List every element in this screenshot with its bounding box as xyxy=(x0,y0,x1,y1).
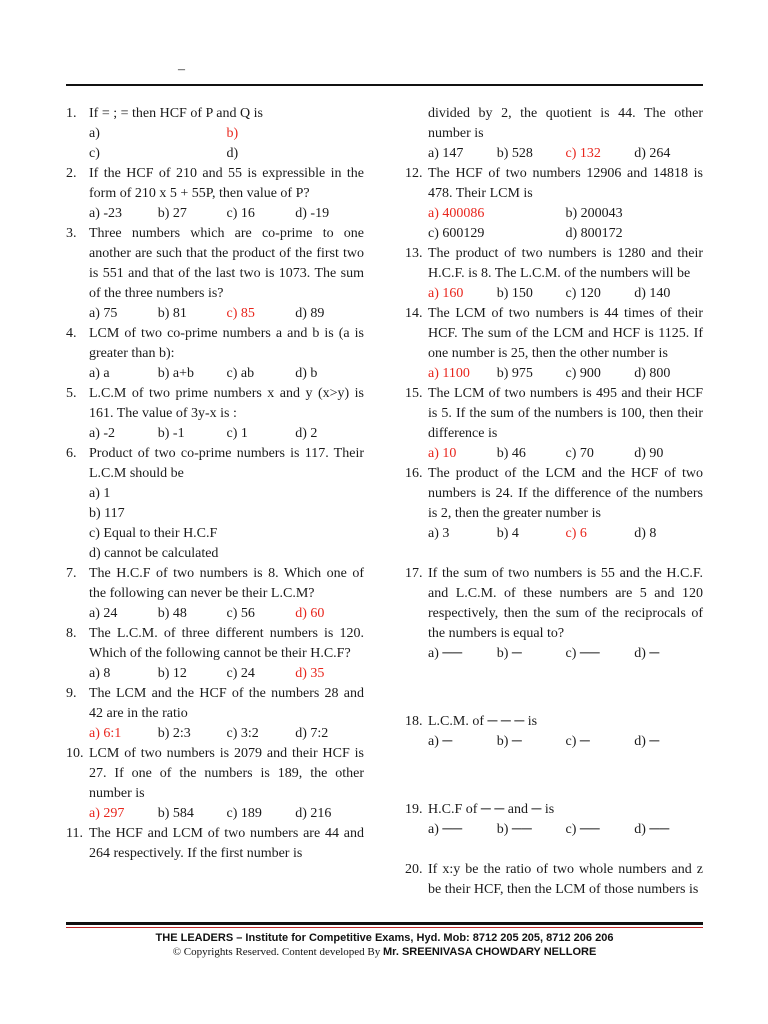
option: c) ── xyxy=(565,822,600,837)
option: a) ── xyxy=(428,646,463,661)
question-18 xyxy=(405,712,703,752)
option: c) 189 xyxy=(226,806,262,821)
option: d) ── xyxy=(634,822,670,837)
option: b) 81 xyxy=(157,306,187,321)
spacer xyxy=(405,544,703,564)
option: b) -1 xyxy=(157,426,185,441)
option: b) 46 xyxy=(496,446,526,461)
copyright-text: © Copyrights Reserved. Content developed By xyxy=(172,946,383,958)
spacer xyxy=(405,776,703,800)
footer-rule xyxy=(66,922,703,925)
options xyxy=(428,224,703,244)
option: d) ─ xyxy=(634,734,660,749)
question-19 xyxy=(405,800,703,840)
options xyxy=(89,124,364,144)
option: b) 584 xyxy=(157,806,194,821)
option: c) 6 xyxy=(565,526,587,541)
spacer xyxy=(405,752,703,776)
option: c) ── xyxy=(565,646,600,661)
option: c) 56 xyxy=(226,606,255,621)
spacer xyxy=(405,840,703,860)
option: a) 75 xyxy=(89,306,118,321)
option: d) -19 xyxy=(295,206,330,221)
option: a) ── xyxy=(428,822,463,837)
question-number: 3. xyxy=(66,226,77,241)
options xyxy=(89,484,364,564)
option: a) 147 xyxy=(428,146,464,161)
right-column xyxy=(405,104,703,900)
question-text: The H.C.F of two numbers is 8. Which one of the following can never be their L.C.M? xyxy=(89,566,364,601)
question-11 xyxy=(66,824,364,864)
option: c) xyxy=(89,146,100,161)
option: d) cannot be calculated xyxy=(89,546,219,561)
options xyxy=(428,364,703,384)
question-8 xyxy=(66,624,364,684)
question-12 xyxy=(405,164,703,244)
options xyxy=(89,364,364,384)
question-text: divided by 2, the quotient is 44. The other number is xyxy=(428,106,703,141)
option: b) 117 xyxy=(89,506,125,521)
options xyxy=(428,144,703,164)
option: b) ─ xyxy=(496,734,522,749)
option: b) 528 xyxy=(496,146,533,161)
option: a) -2 xyxy=(89,426,116,441)
question-7 xyxy=(66,564,364,624)
option: a) 6:1 xyxy=(89,726,122,741)
options xyxy=(428,284,703,304)
question-text: L.C.M of two prime numbers x and y (x>y) is 161. The value of 3y-x is : xyxy=(89,386,364,421)
question-4 xyxy=(66,324,364,384)
option: d) 800172 xyxy=(565,226,623,241)
question-number: 12. xyxy=(405,166,423,181)
options xyxy=(89,204,364,224)
question-text: The product of the LCM and the HCF of two numbers is 24. If the difference of the numbers is 2, then the greater number is xyxy=(428,466,703,521)
question-text: Three numbers which are co-prime to one another are such that the product of the first two is 551 and that of the last two is 1073. The sum of the three numbers is? xyxy=(89,226,364,301)
option: d) 800 xyxy=(634,366,671,381)
option: b) 27 xyxy=(157,206,187,221)
question-number: 15. xyxy=(405,386,423,401)
question-number: 8. xyxy=(66,626,77,641)
option: b) xyxy=(226,126,239,141)
question-text: H.C.F of ─ ─ and ─ is xyxy=(428,802,555,817)
option: c) 16 xyxy=(226,206,255,221)
question-text: The HCF and LCM of two numbers are 44 and 264 respectively. If the first number is xyxy=(89,826,364,861)
option: a) 10 xyxy=(428,446,457,461)
options xyxy=(89,144,364,164)
question-text: Product of two co-prime numbers is 117. Their L.C.M should be xyxy=(89,446,364,481)
option: d) 8 xyxy=(634,526,657,541)
option: d) 140 xyxy=(634,286,671,301)
question-number: 11. xyxy=(66,826,83,841)
option: a) 400086 xyxy=(428,206,485,221)
question-text: If the HCF of 210 and 55 is expressible in the form of 210 x 5 + 55P, then value of P? xyxy=(89,166,364,201)
question-number: 17. xyxy=(405,566,423,581)
question-text: If the sum of two numbers is 55 and the H.C.F. and L.C.M. of these numbers are 5 and 120 respectively, then the sum of the reciprocals of the numbers is equal to? xyxy=(428,566,703,641)
question-1 xyxy=(66,104,364,164)
question-20 xyxy=(405,860,703,900)
options xyxy=(428,644,703,664)
question-number: 20. xyxy=(405,862,423,877)
question-number: 19. xyxy=(405,802,423,817)
option: c) ab xyxy=(226,366,255,381)
options xyxy=(89,724,364,744)
option: c) 900 xyxy=(565,366,601,381)
option: b) 150 xyxy=(496,286,533,301)
option: d) xyxy=(226,146,239,161)
options xyxy=(428,204,703,224)
question-number: 4. xyxy=(66,326,77,341)
option: a) a xyxy=(89,366,110,381)
question-number: 6. xyxy=(66,446,77,461)
header-rule xyxy=(66,84,703,86)
question-text: LCM of two numbers is 2079 and their HCF is 27. If one of the numbers is 189, the other number is xyxy=(89,746,364,801)
question-number: 1. xyxy=(66,106,77,121)
option: d) 90 xyxy=(634,446,664,461)
question-2 xyxy=(66,164,364,224)
question-text: The L.C.M. of three different numbers is 120. Which of the following cannot be their H.C.F? xyxy=(89,626,364,661)
option: b) ── xyxy=(496,822,532,837)
option: c) 1 xyxy=(226,426,248,441)
options xyxy=(89,424,364,444)
question-number: 18. xyxy=(405,714,423,729)
option: a) xyxy=(89,126,100,141)
spacer xyxy=(405,688,703,712)
option: b) a+b xyxy=(157,366,195,381)
option: a) ─ xyxy=(428,734,453,749)
option: b) 48 xyxy=(157,606,187,621)
option: c) 24 xyxy=(226,666,255,681)
options xyxy=(428,444,703,464)
options xyxy=(89,304,364,324)
option: c) 70 xyxy=(565,446,594,461)
question-number: 16. xyxy=(405,466,423,481)
options xyxy=(89,604,364,624)
option: a) 297 xyxy=(89,806,125,821)
option: c) Equal to their H.C.F xyxy=(89,526,218,541)
question-number: 7. xyxy=(66,566,77,581)
question-5 xyxy=(66,384,364,444)
option: c) 600129 xyxy=(428,226,485,241)
spacer xyxy=(405,664,703,688)
question-text: The LCM of two numbers is 495 and their HCF is 5. If the sum of the numbers is 100, then their difference is xyxy=(428,386,703,441)
question-15 xyxy=(405,384,703,464)
footer-rule-accent xyxy=(66,927,703,928)
header-dash: – xyxy=(178,62,185,77)
option: d) ─ xyxy=(634,646,660,661)
question-text: The HCF of two numbers 12906 and 14818 is 478. Their LCM is xyxy=(428,166,703,201)
option: d) 35 xyxy=(295,666,325,681)
option: a) 24 xyxy=(89,606,118,621)
option: c) ─ xyxy=(565,734,590,749)
question-10 xyxy=(66,744,364,824)
option: d) 2 xyxy=(295,426,318,441)
option: c) 85 xyxy=(226,306,255,321)
option: c) 132 xyxy=(565,146,601,161)
question-6 xyxy=(66,444,364,564)
question-number: 14. xyxy=(405,306,423,321)
question-number: 10. xyxy=(66,746,84,761)
option: d) 216 xyxy=(295,806,332,821)
option: d) b xyxy=(295,366,318,381)
question-text: If = ; = then HCF of P and Q is xyxy=(89,106,263,121)
option: b) ─ xyxy=(496,646,522,661)
option: d) 89 xyxy=(295,306,325,321)
question-3 xyxy=(66,224,364,324)
option: d) 7:2 xyxy=(295,726,329,741)
question-number: 9. xyxy=(66,686,77,701)
question-16 xyxy=(405,464,703,544)
option: d) 264 xyxy=(634,146,671,161)
option: b) 4 xyxy=(496,526,519,541)
options xyxy=(89,804,364,824)
question-text: The product of two numbers is 1280 and their H.C.F. is 8. The L.C.M. of the numbers will be xyxy=(428,246,703,281)
left-column xyxy=(66,104,364,864)
option: a) 160 xyxy=(428,286,464,301)
question-number: 5. xyxy=(66,386,77,401)
option: a) 3 xyxy=(428,526,450,541)
options xyxy=(428,524,703,544)
footer-copyright xyxy=(66,946,703,958)
option: a) 1100 xyxy=(428,366,470,381)
option: b) 12 xyxy=(157,666,187,681)
question-text: The LCM of two numbers is 44 times of their HCF. The sum of the LCM and HCF is 1125. If one number is 25, then the other number is xyxy=(428,306,703,361)
option: c) 120 xyxy=(565,286,601,301)
question-number: 2. xyxy=(66,166,77,181)
question-cont xyxy=(405,104,703,164)
question-text: The LCM and the HCF of the numbers 28 and 42 are in the ratio xyxy=(89,686,364,721)
question-number: 13. xyxy=(405,246,423,261)
question-text: If x:y be the ratio of two whole numbers and z be their HCF, then the LCM of those numbers is xyxy=(428,862,703,897)
question-text: LCM of two co-prime numbers a and b is (a is greater than b): xyxy=(89,326,364,361)
option: a) 1 xyxy=(89,486,111,501)
options xyxy=(89,664,364,684)
option: a) -23 xyxy=(89,206,123,221)
option: b) 975 xyxy=(496,366,533,381)
question-text: L.C.M. of ─ ─ ─ is xyxy=(428,714,538,729)
options xyxy=(428,820,703,840)
option: b) 200043 xyxy=(565,206,623,221)
question-9 xyxy=(66,684,364,744)
option: b) 2:3 xyxy=(157,726,191,741)
author-name: Mr. SREENIVASA CHOWDARY NELLORE xyxy=(383,946,597,958)
question-17 xyxy=(405,564,703,664)
question-13 xyxy=(405,244,703,304)
question-14 xyxy=(405,304,703,384)
footer-institute: THE LEADERS – Institute for Competitive Exams, Hyd. Mob: 8712 205 205, 8712 206 206 xyxy=(155,932,614,944)
option: d) 60 xyxy=(295,606,325,621)
options xyxy=(428,732,703,752)
option: c) 3:2 xyxy=(226,726,259,741)
option: a) 8 xyxy=(89,666,111,681)
